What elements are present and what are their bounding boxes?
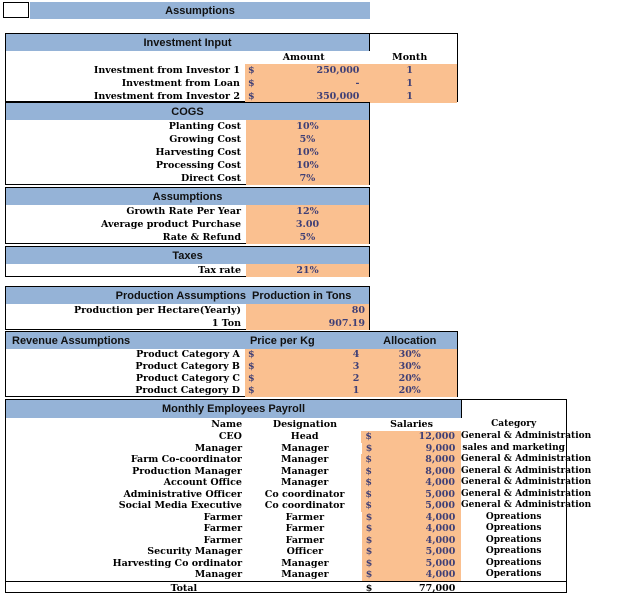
designation-cell: Manager [281, 557, 329, 569]
sheet-title: Assumptions [30, 2, 370, 19]
revenue-rows [6, 349, 457, 397]
row-label: Processing Cost [155, 160, 241, 171]
value-cell[interactable]: 80 [246, 304, 369, 317]
value-cell[interactable]: 5% [246, 231, 369, 244]
row-label: Growing Cost [169, 134, 241, 145]
currency-cell[interactable]: $ [362, 535, 376, 547]
taxes-section [5, 246, 370, 277]
total-label: Total [170, 582, 198, 594]
allocation-cell[interactable]: 20% [362, 385, 457, 397]
employee-name-cell: Manager [194, 569, 243, 580]
production-section [5, 286, 370, 330]
currency-cell[interactable]: $ [361, 477, 375, 489]
row-label: Product Category C [135, 373, 240, 384]
designation-cell: Co coordinator [264, 500, 345, 511]
currency-cell[interactable]: $ [362, 569, 376, 581]
investment-input-section [5, 33, 458, 102]
investment-rows [6, 64, 457, 103]
table-row [6, 349, 457, 361]
name-column-header: Name [211, 419, 243, 430]
total-value: 77,000 [419, 582, 456, 594]
table-row [6, 385, 457, 397]
category-cell: Operations [485, 569, 542, 579]
employee-name-cell: Farmer [203, 511, 243, 523]
currency-cell[interactable]: $ [361, 466, 375, 478]
price-cell[interactable]: 2 [261, 373, 363, 385]
payroll-section [5, 399, 592, 594]
currency-cell[interactable]: $ [362, 546, 376, 558]
table-row [6, 159, 369, 172]
category-column-header: Category [491, 419, 537, 429]
value-cell[interactable]: 12% [246, 205, 369, 218]
corner-cell[interactable] [3, 2, 29, 18]
table-row [6, 64, 457, 77]
currency-cell[interactable]: $ [361, 489, 375, 501]
table-row [6, 488, 592, 501]
category-cell: Opreations [485, 523, 542, 533]
value-cell[interactable]: 907.19 [246, 317, 369, 330]
cogs-rows [6, 120, 369, 185]
salary-cell[interactable]: 5,000 [375, 500, 461, 512]
price-cell[interactable]: 4 [261, 349, 363, 361]
salaries-column-header: Salaries [390, 419, 433, 430]
salary-cell[interactable]: 4,000 [376, 569, 462, 581]
salary-cell[interactable]: 5,000 [376, 558, 462, 570]
payroll-header [6, 400, 566, 418]
category-cell: Opreations [485, 557, 542, 568]
value-cell[interactable]: 10% [246, 159, 369, 172]
payroll-header-title: Monthly Employees Payroll [6, 400, 462, 418]
employee-name-cell: Social Media Executive [118, 500, 242, 511]
table-row [6, 454, 592, 466]
designation-cell: Co coordinator [264, 488, 345, 500]
production-header [6, 287, 369, 304]
row-label: Product Category A [136, 349, 240, 360]
employee-name-cell: Farmer [203, 523, 243, 534]
salary-cell[interactable]: 8,000 [375, 454, 461, 466]
employee-name-cell: Manager [194, 442, 243, 454]
designation-cell: Farmer [285, 534, 325, 546]
category-cell: General & Administration [461, 500, 592, 510]
currency-cell[interactable]: $ [361, 454, 375, 466]
designation-cell: Manager [280, 454, 329, 465]
table-row [6, 120, 369, 133]
row-label: Production per Hectare(Yearly) [73, 305, 241, 316]
month-cell[interactable]: 1 [362, 64, 457, 77]
table-row [6, 264, 369, 277]
table-row [6, 500, 592, 512]
table-row [6, 373, 457, 385]
table-row [6, 133, 369, 146]
value-cell[interactable]: 10% [246, 146, 369, 159]
currency-cell[interactable]: $ [245, 90, 261, 103]
salary-cell[interactable]: 8,000 [375, 466, 461, 478]
salary-cell[interactable]: 4,000 [376, 535, 462, 547]
table-row [6, 465, 592, 478]
table-row [6, 77, 457, 90]
row-label: Product Category B [135, 361, 240, 372]
taxes-rows [6, 264, 369, 277]
value-cell[interactable]: 3.00 [246, 218, 369, 231]
price-cell[interactable]: 3 [261, 361, 363, 373]
month-cell[interactable]: 1 [362, 77, 457, 90]
price-cell[interactable]: 1 [261, 385, 363, 397]
currency-cell[interactable]: $ [362, 558, 376, 570]
table-row [6, 304, 369, 317]
value-cell[interactable]: 21% [246, 264, 369, 277]
category-cell: sales and marketing [462, 442, 565, 453]
currency-cell[interactable]: $ [245, 361, 261, 373]
allocation-column-header: Allocation [383, 334, 437, 347]
value-cell[interactable]: 7% [246, 172, 369, 185]
row-label: Harvesting Cost [155, 147, 241, 158]
designation-cell: Officer [286, 546, 324, 557]
cogs-section [5, 102, 370, 185]
row-label: Average product Purchase [100, 219, 241, 230]
payroll-total-row [6, 581, 566, 594]
table-row [6, 205, 369, 218]
currency-cell[interactable]: $ [362, 523, 376, 535]
value-cell[interactable]: 10% [246, 120, 369, 133]
row-label: Tax rate [198, 265, 241, 276]
assumptions-section [5, 187, 370, 244]
table-row [6, 146, 369, 159]
table-row [6, 558, 566, 570]
amount-cell[interactable]: 250,000 [261, 64, 363, 77]
table-row [6, 535, 566, 547]
assumptions-header: Assumptions [6, 188, 369, 205]
employee-name-cell: Administrative Officer [123, 488, 242, 500]
employee-name-cell: Security Manager [147, 546, 243, 557]
designation-cell: Farmer [285, 511, 325, 523]
category-cell: General & Administration [461, 465, 592, 476]
table-row [6, 231, 369, 244]
row-label: Growth Rate Per Year [126, 206, 241, 217]
category-cell: Opreations [485, 546, 542, 556]
table-row [6, 172, 369, 185]
currency-cell[interactable]: $ [245, 77, 261, 90]
currency-cell[interactable]: $ [245, 373, 261, 385]
amount-column-header: Amount [282, 52, 325, 63]
table-row [6, 317, 369, 330]
category-cell: General & Administration [461, 488, 592, 499]
designation-cell: Manager [281, 569, 329, 580]
allocation-cell[interactable]: 30% [362, 349, 457, 361]
row-label: Direct Cost [180, 173, 241, 184]
row-label: Investment from Investor 2 [93, 91, 240, 102]
currency-cell[interactable]: $ [362, 443, 376, 455]
salary-cell[interactable]: 12,000 [375, 431, 461, 443]
production-header-left: Production Assumptions [115, 289, 246, 302]
category-cell: Opreations [485, 511, 542, 522]
row-label: 1 Ton [211, 318, 241, 329]
cogs-header: COGS [6, 103, 369, 120]
currency-cell[interactable]: $ [245, 385, 261, 397]
salary-cell[interactable]: 9,000 [376, 443, 462, 455]
salary-cell[interactable]: 5,000 [376, 546, 462, 558]
table-row [6, 523, 566, 535]
table-row [6, 477, 592, 489]
amount-cell[interactable]: 350,000 [261, 90, 363, 103]
total-currency: $ [365, 582, 373, 594]
designation-cell: Manager [280, 465, 329, 477]
currency-cell[interactable]: $ [245, 349, 261, 361]
amount-cell[interactable]: - [261, 77, 363, 90]
designation-cell: Farmer [285, 523, 325, 534]
employee-name-cell: CEO [218, 431, 242, 442]
employee-name-cell: Farmer [203, 534, 243, 546]
category-cell: General & Administration [461, 431, 592, 441]
investment-column-headers [6, 51, 457, 64]
currency-cell[interactable]: $ [361, 431, 375, 443]
row-label: Planting Cost [168, 121, 241, 132]
payroll-rows [6, 431, 592, 581]
revenue-header [6, 332, 457, 349]
designation-column-header: Designation [272, 419, 338, 430]
row-label: Rate & Refund [162, 232, 241, 243]
row-label: Investment from Investor 1 [93, 65, 240, 76]
category-cell: Opreations [485, 534, 542, 545]
table-row [6, 218, 369, 231]
production-header-right: Production in Tons [252, 289, 352, 302]
production-rows [6, 304, 369, 330]
table-row [6, 431, 592, 443]
currency-cell[interactable]: $ [362, 512, 376, 524]
employee-name-cell: Account Office [163, 477, 242, 488]
salary-cell[interactable]: 4,000 [375, 477, 461, 489]
category-cell: General & Administration [461, 477, 592, 487]
designation-cell: Manager [281, 442, 329, 454]
row-label: Product Category D [135, 385, 240, 396]
value-cell[interactable]: 5% [246, 133, 369, 146]
taxes-header: Taxes [6, 247, 369, 264]
designation-cell: Manager [280, 477, 329, 488]
category-cell: General & Administration [461, 454, 592, 464]
table-row [6, 569, 566, 581]
investment-input-header: Investment Input [6, 34, 370, 51]
table-row [6, 512, 566, 524]
month-column-header: Month [392, 52, 428, 63]
salary-cell[interactable]: 5,000 [375, 489, 461, 501]
salary-cell[interactable]: 4,000 [376, 512, 462, 524]
payroll-column-headers [6, 418, 566, 431]
currency-cell[interactable]: $ [245, 64, 261, 77]
table-row [6, 443, 566, 455]
salary-cell[interactable]: 4,000 [376, 523, 462, 535]
row-label: Investment from Loan [121, 78, 240, 89]
price-per-kg-column-header: Price per Kg [249, 334, 315, 347]
allocation-cell[interactable]: 30% [362, 361, 457, 373]
table-row [6, 361, 457, 373]
assumptions-rows [6, 205, 369, 244]
employee-name-cell: Harvesting Co ordinator [112, 557, 243, 569]
employee-name-cell: Farm Co-coordinator [130, 454, 242, 465]
month-cell[interactable]: 1 [362, 90, 457, 103]
currency-cell[interactable]: $ [361, 500, 375, 512]
revenue-section [5, 331, 458, 397]
revenue-header-title: Revenue Assumptions [12, 334, 131, 347]
designation-cell: Head [290, 431, 319, 442]
allocation-cell[interactable]: 20% [362, 373, 457, 385]
table-row [6, 546, 566, 558]
employee-name-cell: Production Manager [132, 465, 242, 477]
